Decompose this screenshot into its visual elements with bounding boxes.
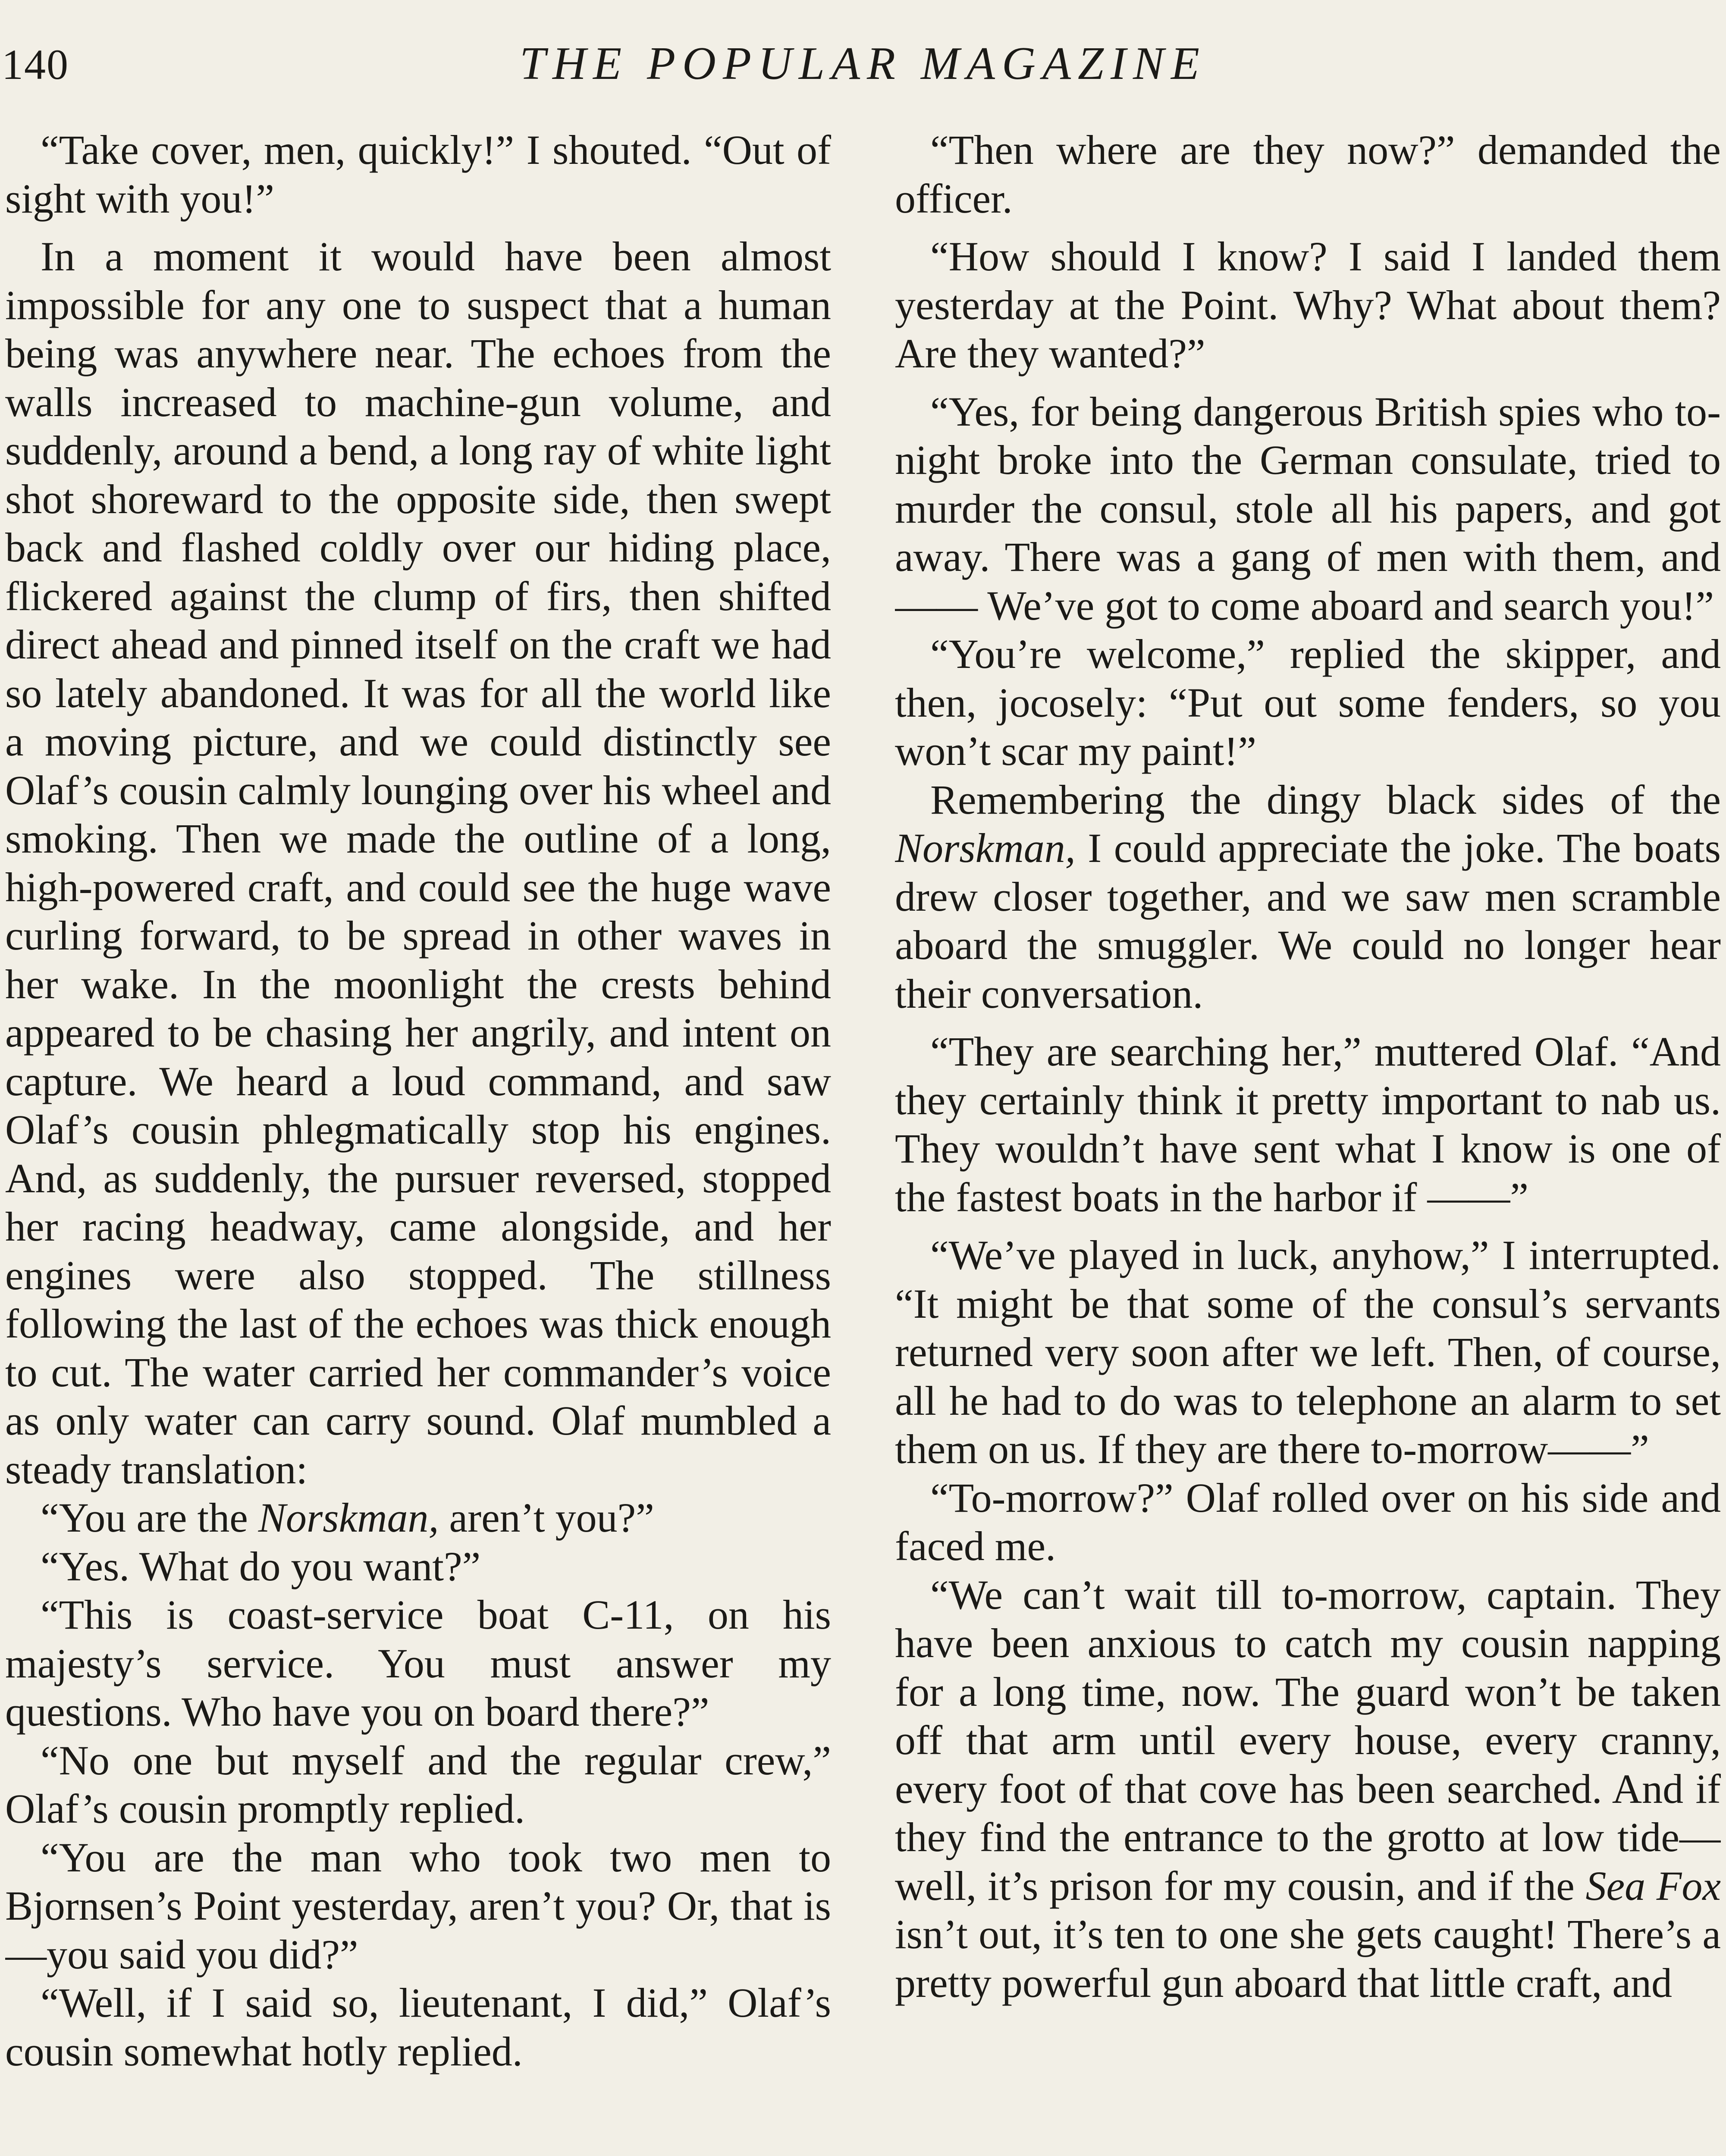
paragraph: “Take cover, men, quickly!” I shouted. “Out of sight with you!”	[5, 127, 831, 222]
text-run: isn’t out, it’s ten to one she gets caught! There’s a pretty powerful gun aboard that little craft, and	[895, 1911, 1721, 2006]
paragraph: In a moment it would have been almost impossible for any one to suspect that a human being was anywhere near. The echoes from the walls increased to machine-gun volume, and suddenly, around a bend, a long ray of white light shot shoreward to the opposite side, then swept back and flashed coldly over our hiding place, flickered against the clump of firs, then shifted direct ahead and pinned itself on the craft we had so lately abandoned. It was for all the world like a moving picture, and we could distinctly see Olaf’s cousin calmly lounging over his wheel and smoking. Then we made the outline of a long, high-powered craft, and could see the huge wave curling forward, to be spread in other waves in her wake. In the moonlight the crests behind appeared to be chasing her angrily, and intent on capture. We heard a loud command, and saw Olaf’s cousin phlegmatically stop his engines. And, as suddenly, the pursuer reversed, stopped her racing headway, came alongside, and her engines were also stopped. The stillness following the last of the echoes was thick enough to cut. The water carried her commander’s voice as only water can carry sound. Olaf mumbled a steady translation:	[5, 233, 831, 1492]
paragraph: “Well, if I said so, lieutenant, I did,” Olaf’s cousin somewhat hotly replied.	[5, 1980, 831, 2075]
text-run: aren’t you?”	[439, 1495, 654, 1541]
paragraph: “To-morrow?” Olaf rolled over on his side and faced me.	[895, 1474, 1721, 1569]
text-run: I could appreciate the joke. The boats drew closer together, and we saw men scramble aboard the smuggler. We could no longer hear their conversation.	[895, 825, 1721, 1017]
paragraph: “You are the man who took two men to Bjornsen’s Point yesterday, aren’t you? Or, that is—you said you did?”	[5, 1834, 831, 1977]
page-number: 140	[2, 41, 69, 88]
paragraph: “They are searching her,” muttered Olaf. “And they certainly think it pretty important to nab us. They wouldn’t have sent what I know is one of the fastest boats in the harbor if ——”	[895, 1028, 1721, 1220]
ship-name: Norskman,	[895, 825, 1076, 871]
paragraph: “How should I know? I said I landed them yesterday at the Point. Why? What about them? Are they wanted?”	[895, 233, 1721, 376]
text-run: “We can’t wait till to-morrow, captain. They have been anxious to catch my cousin napping for a long time, now. The guard won’t be taken off that arm until every house, every cranny, every foot of that cove has been searched. And if they find the entrance to the grotto at low tide—well, it’s prison for my cousin, and if the	[895, 1571, 1721, 1909]
paragraph: “We’ve played in luck, anyhow,” I interrupted. “It might be that some of the consul’s servants returned very soon after we left. Then, of course, all he had to do was to telephone an alarm to set them on us. If they are there to-morrow——”	[895, 1232, 1721, 1472]
paragraph: “This is coast-service boat C-11, on his majesty’s service. You must answer my questions. Who have you on board there?”	[5, 1592, 831, 1735]
ship-name: Norskman,	[258, 1495, 439, 1541]
ship-name: Sea Fox	[1585, 1862, 1721, 1909]
page-header	[0, 40, 1726, 109]
paragraph: “Yes. What do you want?”	[41, 1543, 481, 1589]
paragraph: “Then where are they now?” demanded the officer.	[895, 127, 1721, 222]
paragraph: “No one but myself and the regular crew,” Olaf’s cousin promptly replied.	[5, 1737, 831, 1832]
right-column	[895, 126, 1721, 2156]
text-run: “You are the	[41, 1495, 258, 1541]
paragraph: “You’re welcome,” replied the skipper, and then, jocosely: “Put out some fenders, so you won’t scar my paint!”	[895, 631, 1721, 774]
paragraph	[895, 776, 1721, 1018]
paragraph	[5, 1494, 831, 1542]
running-title: THE POPULAR MAGAZINE	[520, 38, 1206, 89]
paragraph	[895, 1571, 1721, 2008]
paragraph: “Yes, for being dangerous British spies who to-night broke into the German consulate, tried to murder the consul, stole all his papers, and got away. There was a gang of men with them, and—— We’ve got to come aboard and search you!”	[895, 388, 1721, 629]
left-column	[5, 126, 831, 2156]
text-run: Remembering the dingy black sides of the	[930, 776, 1721, 823]
